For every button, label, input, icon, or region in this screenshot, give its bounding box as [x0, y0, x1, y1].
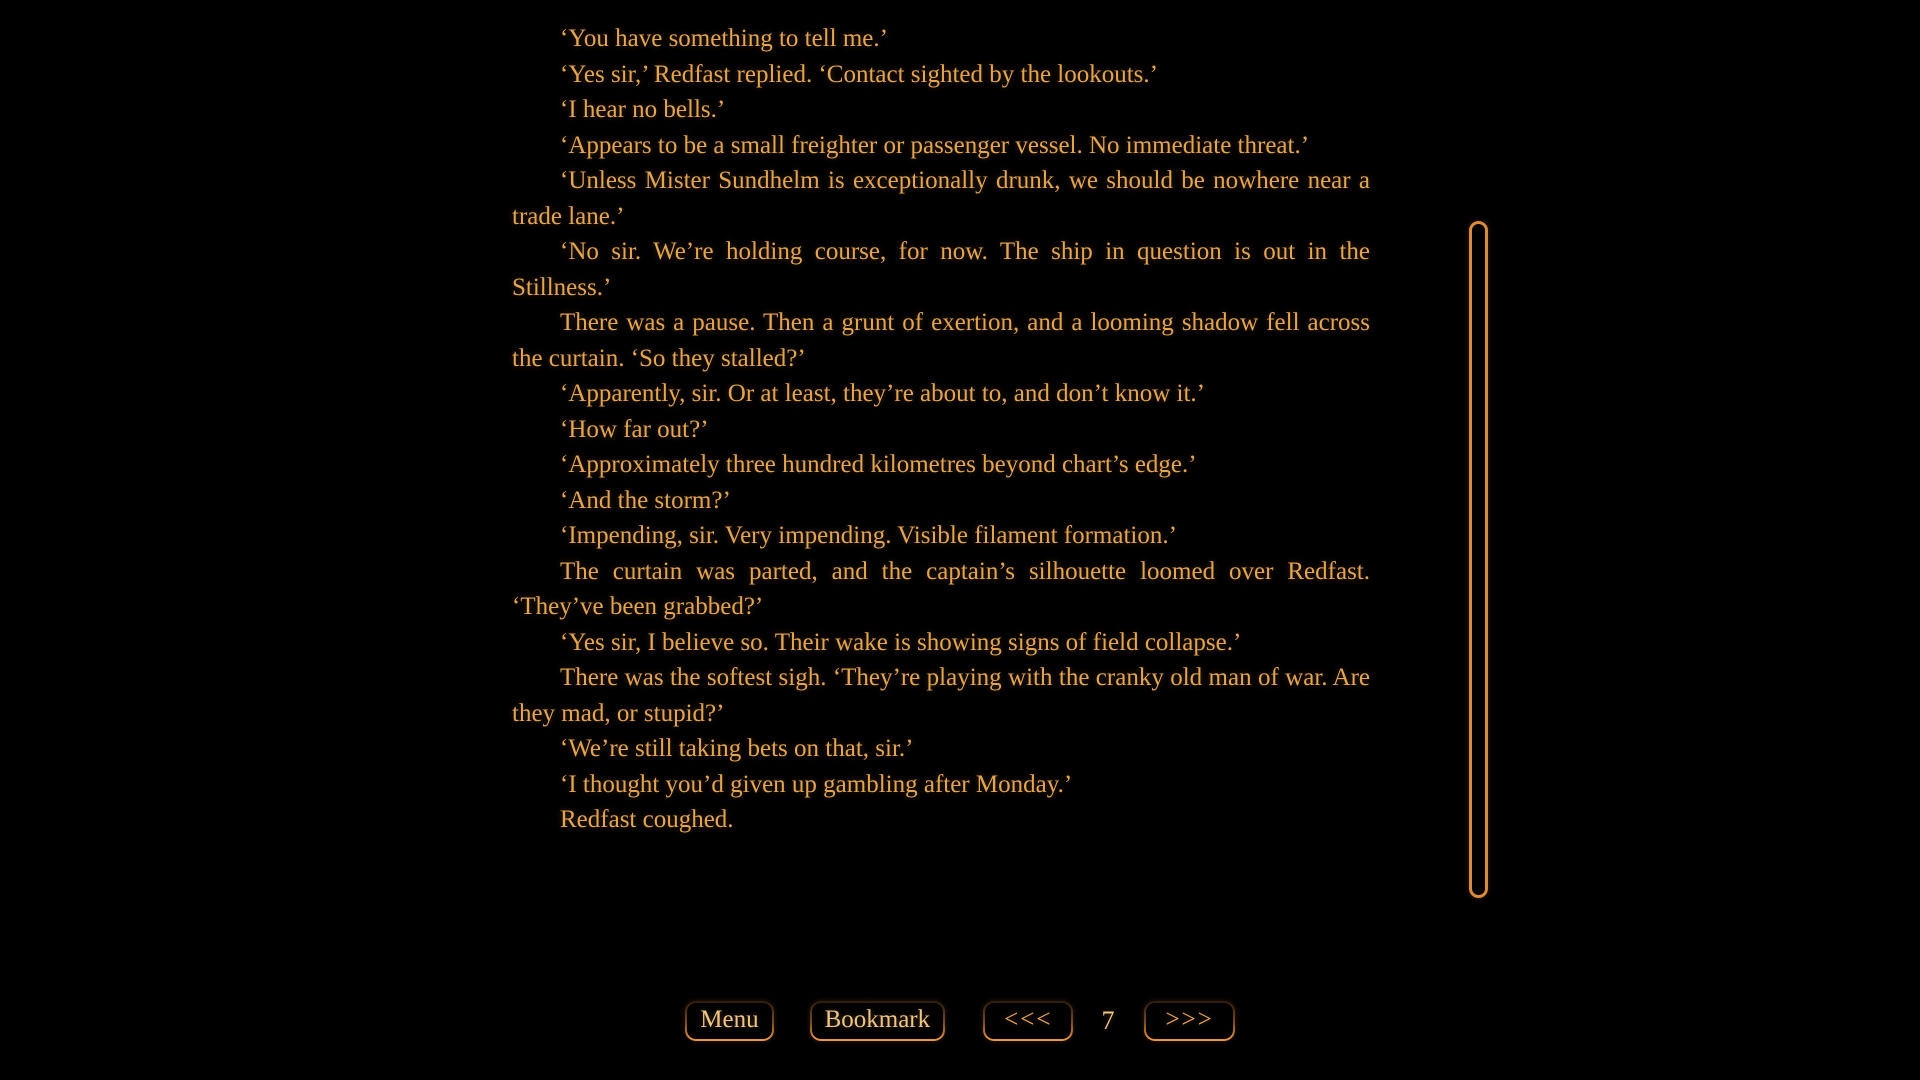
menu-button-label: Menu	[687, 1003, 771, 1039]
bookmark-button[interactable]	[810, 1001, 946, 1041]
paragraph: ‘Approximately three hundred kilometres beyond chart’s edge.’	[560, 451, 1197, 478]
footer-nav	[0, 1001, 1920, 1041]
paragraph: ‘Yes sir, I believe so. Their wake is showing signs of field collapse.’	[560, 628, 1242, 656]
book-text	[512, 21, 1370, 838]
page-number: 7	[1101, 1006, 1115, 1035]
paragraph: ‘How far out?’	[560, 415, 709, 443]
next-page-button[interactable]	[1144, 1001, 1234, 1041]
previous-page-arrows-icon: <<<	[985, 1003, 1071, 1039]
previous-page-button[interactable]	[983, 1001, 1073, 1041]
paragraph: There was a pause. Then a grunt of exertion, and a looming shadow fell across the curtain. ‘So they stalled?’	[512, 309, 1370, 372]
scroll-indicator[interactable]	[1469, 221, 1488, 898]
paragraph: There was the softest sigh. ‘They’re playing with the cranky old man of war. Are they mad, or stupid?’	[512, 664, 1370, 727]
next-page-arrows-icon: >>>	[1146, 1003, 1232, 1039]
paragraph: ‘No sir. We’re holding course, for now. The ship in question is out in the Stillness.’	[512, 238, 1370, 301]
paragraph: ‘I thought you’d given up gambling after Monday.’	[560, 770, 1073, 798]
paragraph: The curtain was parted, and the captain’s silhouette loomed over Redfast. ‘They’ve been grabbed?’	[512, 557, 1370, 620]
menu-button[interactable]	[685, 1001, 773, 1041]
paragraph: ‘Unless Mister Sundhelm is exceptionally drunk, we should be nowhere near a trade lane.’	[512, 167, 1370, 230]
bookmark-button-label: Bookmark	[812, 1003, 944, 1039]
paragraph: ‘I hear no bells.’	[560, 96, 726, 123]
paragraph: ‘We’re still taking bets on that, sir.’	[560, 735, 914, 762]
paragraph: ‘Apparently, sir. Or at least, they’re about to, and don’t know it.’	[560, 380, 1205, 407]
paragraph: ‘Yes sir,’ Redfast replied. ‘Contact sighted by the lookouts.’	[560, 60, 1158, 88]
paragraph: ‘Impending, sir. Very impending. Visible filament formation.’	[560, 522, 1177, 549]
paragraph: Redfast coughed.	[560, 806, 734, 833]
paragraph: ‘And the storm?’	[560, 486, 731, 514]
paragraph: ‘You have something to tell me.’	[560, 25, 888, 52]
paragraph: ‘Appears to be a small freighter or passenger vessel. No immediate threat.’	[560, 131, 1310, 159]
